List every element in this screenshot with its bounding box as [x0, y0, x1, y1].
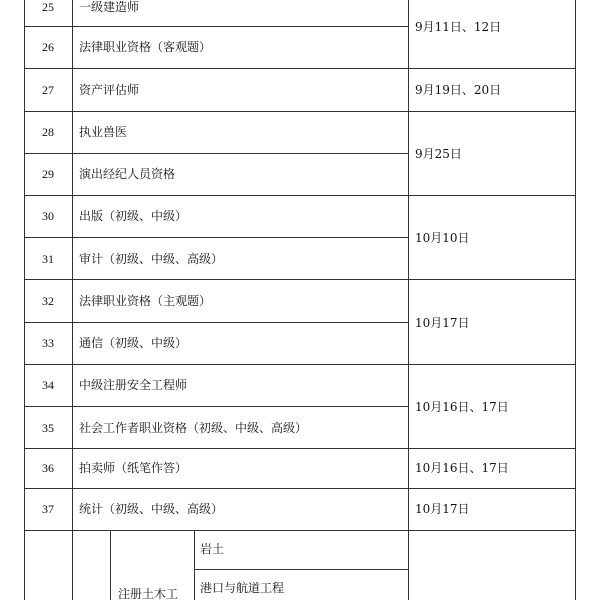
row-number: 27 [42, 83, 54, 97]
exam-name: 法律职业资格（主观题） [79, 294, 212, 308]
row-separator [24, 364, 576, 365]
row-number: 28 [42, 125, 54, 139]
row-separator [24, 530, 576, 531]
column-divider-bottom-sub [194, 530, 195, 600]
exam-name: 执业兽医 [79, 125, 128, 139]
row-number: 25 [42, 0, 54, 14]
exam-date: 10月17日 [415, 502, 470, 516]
row-separator [24, 68, 576, 69]
row-number: 36 [42, 461, 54, 475]
column-divider-bottom-inner [110, 530, 111, 600]
column-divider-number [72, 0, 73, 600]
row-number: 32 [42, 294, 54, 308]
exam-name: 统计（初级、中级、高级） [79, 502, 224, 516]
column-divider-date [408, 0, 409, 600]
row-separator [24, 448, 576, 449]
group-label: 注册土木工 [118, 587, 179, 600]
row-separator [24, 279, 576, 280]
row-number: 34 [42, 378, 54, 392]
row-number: 33 [42, 336, 54, 350]
row-number: 30 [42, 209, 54, 223]
row-number: 37 [42, 502, 54, 516]
exam-date: 9月11日、12日 [415, 20, 502, 34]
exam-date: 10月10日 [415, 231, 470, 245]
row-separator [24, 111, 576, 112]
exam-name: 法律职业资格（客观题） [79, 40, 212, 54]
exam-name: 社会工作者职业资格（初级、中级、高级） [79, 421, 308, 435]
row-number: 26 [42, 40, 54, 54]
exam-date: 10月16日、17日 [415, 400, 509, 414]
exam-name: 通信（初级、中级） [79, 336, 188, 350]
row-separator [24, 153, 408, 154]
row-separator [24, 195, 576, 196]
row-separator-sub [194, 569, 408, 570]
exam-date: 10月16日、17日 [415, 461, 509, 475]
row-separator [24, 406, 408, 407]
exam-date: 9月19日、20日 [415, 83, 502, 97]
sub-item: 岩土 [200, 542, 225, 556]
row-separator [24, 237, 408, 238]
table-border-right [575, 0, 576, 600]
exam-date: 9月25日 [415, 147, 462, 161]
exam-name: 一级建造师 [79, 0, 140, 14]
exam-name: 拍卖师（纸笔作答） [79, 461, 188, 475]
row-number: 35 [42, 421, 54, 435]
exam-name: 演出经纪人员资格 [79, 167, 176, 181]
row-number: 31 [42, 252, 54, 266]
row-separator [24, 26, 408, 27]
row-separator [24, 488, 576, 489]
exam-date: 10月17日 [415, 316, 470, 330]
sub-item: 港口与航道工程 [200, 581, 285, 595]
exam-name: 资产评估师 [79, 83, 140, 97]
exam-name: 中级注册安全工程师 [79, 378, 188, 392]
exam-name: 出版（初级、中级） [79, 209, 188, 223]
row-separator [24, 322, 408, 323]
row-number: 29 [42, 167, 54, 181]
exam-name: 审计（初级、中级、高级） [79, 252, 224, 266]
